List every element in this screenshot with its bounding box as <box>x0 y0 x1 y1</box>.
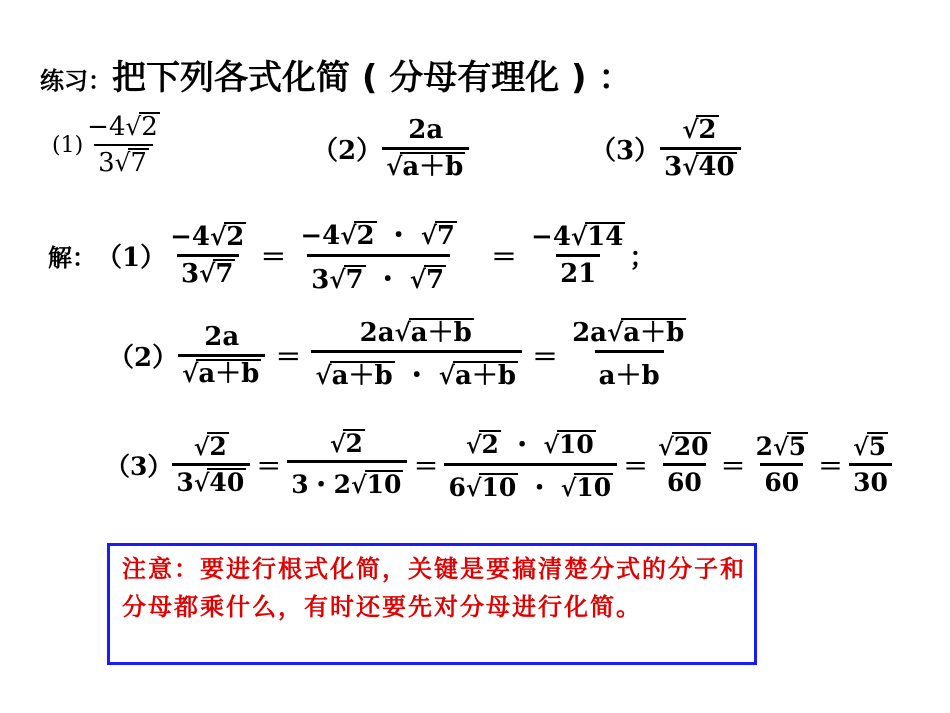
note-box <box>107 543 757 665</box>
title-lead: 练习： <box>40 67 112 95</box>
solution-label: 解： <box>48 243 96 272</box>
solution-3-label: （3） <box>105 451 173 481</box>
exercise-2-fraction: $\frac{2a}{√a+b}$ <box>382 115 469 182</box>
equals-sign: ＝ <box>256 451 282 481</box>
equals-sign: ＝ <box>623 451 649 481</box>
equals-sign: ＝ <box>532 342 559 373</box>
equals-sign: ＝ <box>817 451 843 481</box>
solution-1-step-1: $\frac{-4√2}{3√7}$ <box>170 222 245 289</box>
solution-3-step-3: $\frac{√2 ・ √10}{6√10 ・ √10}$ <box>444 425 617 504</box>
exercise-3-fraction: $\frac{√2}{3√40}$ <box>660 115 741 182</box>
title-text: 把下列各式化简 ( 分母有理化 ) ： <box>112 58 633 98</box>
exercise-3 <box>590 115 741 182</box>
solution-1 <box>48 215 655 296</box>
note-text: 注意：要进行根式化简，关键是要搞清楚分式的分子和分母都乘什么，有时还要先对分母进行化简。 <box>122 555 746 621</box>
exercise-2-label: （2） <box>312 136 383 166</box>
equals-sign: ＝ <box>491 243 518 273</box>
solution-3-step-5: $\frac{2√5}{60}$ <box>755 432 806 497</box>
solution-1-label: （1） <box>96 243 167 273</box>
exercise-1-fraction: $\frac{-4√2}{3√7}$ <box>87 112 158 178</box>
solution-3-step-4: $\frac{√20}{60}$ <box>658 432 709 497</box>
solution-3-step-2: $\frac{√2}{3・2√10}$ <box>287 429 407 501</box>
exercise-3-label: （3） <box>590 136 661 166</box>
solution-2-step-2: $\frac{2a√a+b}{√a+b ・ √a+b}$ <box>311 318 522 392</box>
exercise-1 <box>52 112 164 178</box>
solution-2-label: （2） <box>108 342 179 373</box>
exercise-title <box>40 50 632 99</box>
exercise-2 <box>312 115 469 182</box>
solution-1-step-2: $\frac{-4√2 ・ √7}{3√7 ・ √7}$ <box>300 221 456 295</box>
solution-2-step-3: $\frac{2a√a+b}{a+b}$ <box>572 318 685 391</box>
equals-sign: ＝ <box>413 451 439 481</box>
equals-sign: ＝ <box>720 451 746 481</box>
semicolon: ； <box>629 243 656 273</box>
equals-sign: ＝ <box>275 342 302 373</box>
equals-sign: ＝ <box>260 243 287 273</box>
solution-3-step-6: $\frac{√5}{30}$ <box>849 432 892 497</box>
solution-1-step-3: $\frac{-4√14}{21}$ <box>531 222 624 289</box>
solution-3-step-1: $\frac{√2}{3√40}$ <box>172 432 250 497</box>
solution-2 <box>108 318 690 392</box>
exercise-1-label: (1) <box>52 132 84 158</box>
solution-2-step-1: $\frac{2a}{√a+b}$ <box>178 322 265 389</box>
solution-3 <box>105 425 892 504</box>
